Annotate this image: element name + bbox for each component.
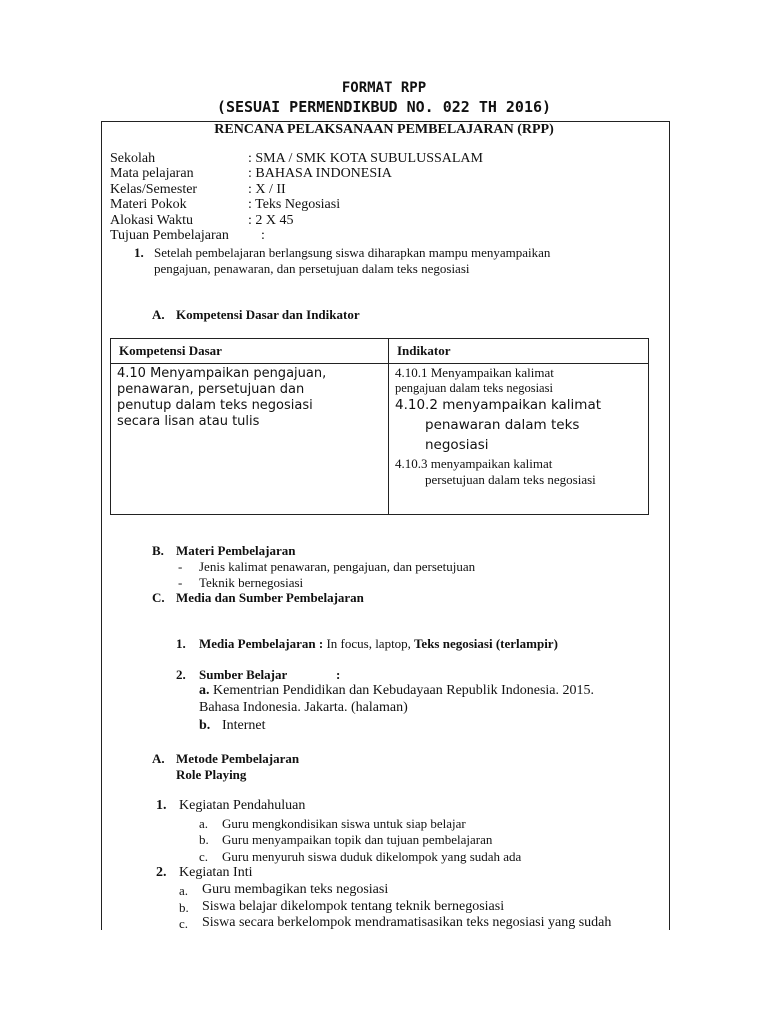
document-subtitle: (SESUAI PERMENDIKBUD NO. 022 TH 2016)	[216, 98, 552, 116]
materi-bullet-2: -	[178, 575, 183, 590]
identity-value-materi: : Teks Negosiasi	[248, 197, 341, 212]
sumber-number: 2.	[176, 667, 186, 682]
indikator-2-line-3: negosiasi	[425, 437, 489, 453]
kegiatan-1c-letter: c.	[199, 849, 209, 864]
kd-line-2: penawaran, persetujuan dan	[117, 382, 305, 397]
kd-line-3: penutup dalam teks negosiasi	[117, 398, 313, 413]
section-c-letter: C.	[152, 590, 165, 605]
identity-value-sekolah: : SMA / SMK KOTA SUBULUSSALAM	[248, 151, 483, 166]
identity-label-materi: Materi Pokok	[110, 197, 187, 212]
kegiatan-1b-text: Guru menyampaikan topik dan tujuan pembelajaran	[222, 832, 493, 847]
indikator-3-line-2: persetujuan dalam teks negosiasi	[425, 472, 596, 487]
materi-bullet-1: -	[178, 559, 183, 574]
materi-item-1: Jenis kalimat penawaran, pengajuan, dan persetujuan	[199, 559, 476, 574]
materi-item-2: Teknik bernegosiasi	[199, 575, 304, 590]
kegiatan-1a-text: Guru mengkondisikan siswa untuk siap belajar	[222, 816, 466, 831]
section-a-title: Kompetensi Dasar dan Indikator	[176, 307, 360, 322]
indikator-2-line-1: 4.10.2 menyampaikan kalimat	[395, 397, 602, 413]
kegiatan-2a-letter: a.	[179, 883, 189, 898]
kegiatan-2c-text: Siswa secara berkelompok mendramatisasikan teks negosiasi yang sudah	[202, 915, 612, 930]
sumber-label: Sumber Belajar	[199, 667, 288, 682]
kegiatan-1b-letter: b.	[199, 832, 209, 847]
identity-label-kelas: Kelas/Semester	[110, 182, 198, 197]
sumber-a-letter: a.	[199, 683, 210, 698]
indikator-1-line-2: pengajuan dalam teks negosiasi	[395, 381, 553, 395]
identity-label-mapel: Mata pelajaran	[110, 166, 194, 181]
sumber-a-line	[199, 683, 594, 699]
indikator-2-line-2: penawaran dalam teks	[425, 417, 580, 433]
sumber-a-line-2: Bahasa Indonesia. Jakarta. (halaman)	[199, 700, 408, 715]
document-title: FORMAT RPP	[341, 80, 427, 96]
kd-line-4: secara lisan atau tulis	[117, 414, 260, 429]
rpp-title: RENCANA PELAKSANAAN PEMBELAJARAN (RPP)	[214, 122, 554, 137]
kd-header-cell	[111, 339, 389, 364]
sumber-b-letter: b.	[199, 718, 211, 733]
media-label: Media Pembelajaran :	[199, 636, 324, 651]
indikator-3-line-1: 4.10.3 menyampaikan kalimat	[395, 456, 553, 471]
kegiatan-2b-letter: b.	[179, 900, 189, 915]
identity-label-alokasi: Alokasi Waktu	[110, 213, 193, 228]
sumber-b-text: Internet	[222, 718, 266, 733]
identity-value-alokasi: : 2 X 45	[248, 213, 294, 228]
sumber-colon: :	[336, 667, 341, 682]
indikator-header: Indikator	[397, 343, 451, 358]
kd-header: Kompetensi Dasar	[119, 343, 222, 358]
kompetensi-table	[110, 338, 649, 515]
kegiatan-1c-text: Guru menyuruh siswa duduk dikelompok yang sudah ada	[222, 849, 522, 864]
identity-label-tujuan: Tujuan Pembelajaran	[110, 228, 229, 243]
section-c-title: Media dan Sumber Pembelajaran	[176, 590, 364, 605]
media-number: 1.	[176, 636, 186, 651]
kegiatan-2a-text: Guru membagikan teks negosiasi	[202, 882, 389, 897]
sumber-a-text: Kementrian Pendidikan dan Kebudayaan Republik Indonesia. 2015.	[209, 683, 595, 698]
kd-line-1: 4.10 Menyampaikan pengajuan,	[117, 366, 327, 381]
media-value-bold: Teks negosiasi (terlampir)	[410, 636, 558, 651]
kegiatan-1-number: 1.	[156, 798, 167, 813]
metode-letter: A.	[152, 751, 165, 766]
section-b-title: Materi Pembelajaran	[176, 543, 296, 558]
kegiatan-2-number: 2.	[156, 865, 167, 880]
tujuan-number: 1.	[134, 245, 144, 260]
indikator-header-cell	[389, 339, 649, 364]
indikator-1-line-1: 4.10.1 Menyampaikan kalimat	[395, 365, 554, 380]
kegiatan-2-title: Kegiatan Inti	[179, 865, 253, 880]
identity-value-tujuan: :	[261, 228, 265, 243]
media-line	[199, 636, 558, 652]
kegiatan-2b-text: Siswa belajar dikelompok tentang teknik bernegosiasi	[202, 899, 505, 914]
section-a-letter: A.	[152, 307, 165, 322]
tujuan-line-2: pengajuan, penawaran, dan persetujuan dalam teks negosiasi	[154, 261, 470, 276]
identity-value-kelas: : X / II	[248, 182, 286, 197]
section-b-letter: B.	[152, 543, 164, 558]
kegiatan-1a-letter: a.	[199, 816, 209, 831]
tujuan-line-1: Setelah pembelajaran berlangsung siswa diharapkan mampu menyampaikan	[154, 245, 551, 260]
kd-cell	[111, 364, 389, 515]
kegiatan-2c-letter: c.	[179, 916, 189, 931]
identity-value-mapel: : BAHASA INDONESIA	[248, 166, 392, 181]
media-value: In focus, laptop,	[323, 636, 411, 651]
identity-label-sekolah: Sekolah	[110, 151, 156, 166]
metode-value: Role Playing	[176, 767, 247, 782]
indikator-cell	[389, 364, 649, 515]
metode-title: Metode Pembelajaran	[176, 751, 300, 766]
kegiatan-1-title: Kegiatan Pendahuluan	[179, 798, 306, 813]
